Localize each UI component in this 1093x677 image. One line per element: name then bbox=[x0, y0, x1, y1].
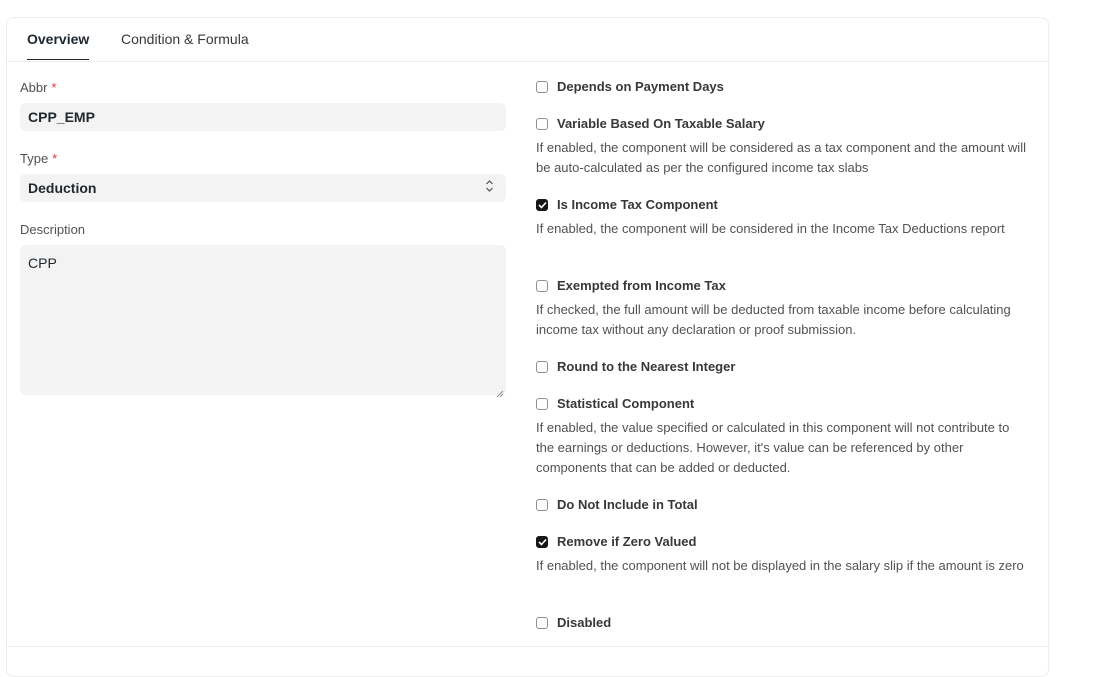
check-label: Do Not Include in Total bbox=[557, 497, 698, 512]
check-label: Remove if Zero Valued bbox=[557, 534, 697, 549]
check-description: If checked, the full amount will be deducted from taxable income before calculating income tax without any declaration or proof submission. bbox=[536, 302, 1011, 337]
check-label: Disabled bbox=[557, 615, 612, 630]
check-variable-based-on-taxable-salary[interactable] bbox=[536, 116, 765, 131]
type-select[interactable] bbox=[20, 174, 506, 202]
check-label: Is Income Tax Component bbox=[557, 197, 718, 212]
checkbox[interactable] bbox=[536, 398, 548, 410]
check-round-to-nearest-integer[interactable] bbox=[536, 359, 735, 374]
check-description: If enabled, the component will be considered in the Income Tax Deductions report bbox=[536, 221, 1005, 236]
chevron-up-down-icon bbox=[485, 179, 494, 195]
checkbox-checked[interactable] bbox=[536, 199, 548, 211]
check-statistical-component[interactable] bbox=[536, 396, 694, 411]
tab-condition-formula[interactable]: Condition & Formula bbox=[121, 31, 249, 47]
check-remove-if-zero-valued[interactable] bbox=[536, 534, 696, 549]
abbr-input[interactable]: CPP_EMP bbox=[20, 103, 506, 131]
checkmark-icon bbox=[538, 538, 547, 546]
resize-handle-icon[interactable] bbox=[496, 385, 504, 393]
check-label: Statistical Component bbox=[557, 396, 695, 411]
check-description: If enabled, the component will not be displayed in the salary slip if the amount is zero bbox=[536, 558, 1024, 573]
check-do-not-include-in-total[interactable] bbox=[536, 497, 698, 512]
type-label-text: Type bbox=[20, 151, 49, 166]
checkbox[interactable] bbox=[536, 280, 548, 292]
check-label: Exempted from Income Tax bbox=[557, 278, 726, 293]
check-label: Variable Based On Taxable Salary bbox=[557, 116, 765, 131]
required-mark: * bbox=[51, 80, 57, 95]
tab-bar bbox=[7, 18, 1048, 62]
check-exempted-from-income-tax[interactable] bbox=[536, 278, 726, 293]
section-divider bbox=[6, 646, 1049, 647]
checkbox[interactable] bbox=[536, 617, 548, 629]
check-label: Round to the Nearest Integer bbox=[557, 359, 736, 374]
type-label bbox=[20, 151, 57, 166]
description-label: Description bbox=[20, 222, 86, 237]
check-description: If enabled, the value specified or calculated in this component will not contribute to the earnings or deductions. However, it's value can be referenced by other components that can be added or deducted. bbox=[536, 420, 1010, 475]
abbr-label bbox=[20, 80, 57, 95]
abbr-label-text: Abbr bbox=[20, 80, 48, 95]
description-textarea[interactable] bbox=[20, 245, 506, 395]
checkmark-icon bbox=[538, 201, 547, 209]
checkbox[interactable] bbox=[536, 499, 548, 511]
tab-overview[interactable]: Overview bbox=[27, 31, 90, 47]
checkbox[interactable] bbox=[536, 81, 548, 93]
check-description: If enabled, the component will be considered as a tax component and the amount will be auto-calculated as per the configured income tax slabs bbox=[536, 140, 1026, 175]
check-label: Depends on Payment Days bbox=[557, 79, 724, 94]
type-select-value: Deduction bbox=[28, 180, 97, 196]
checkbox[interactable] bbox=[536, 118, 548, 130]
check-is-income-tax-component[interactable] bbox=[536, 197, 718, 212]
required-mark: * bbox=[52, 151, 58, 166]
check-disabled[interactable] bbox=[536, 615, 611, 630]
check-depends-on-payment-days[interactable] bbox=[536, 79, 724, 94]
description-text: CPP bbox=[28, 255, 57, 271]
checkbox[interactable] bbox=[536, 361, 548, 373]
checkbox-checked[interactable] bbox=[536, 536, 548, 548]
